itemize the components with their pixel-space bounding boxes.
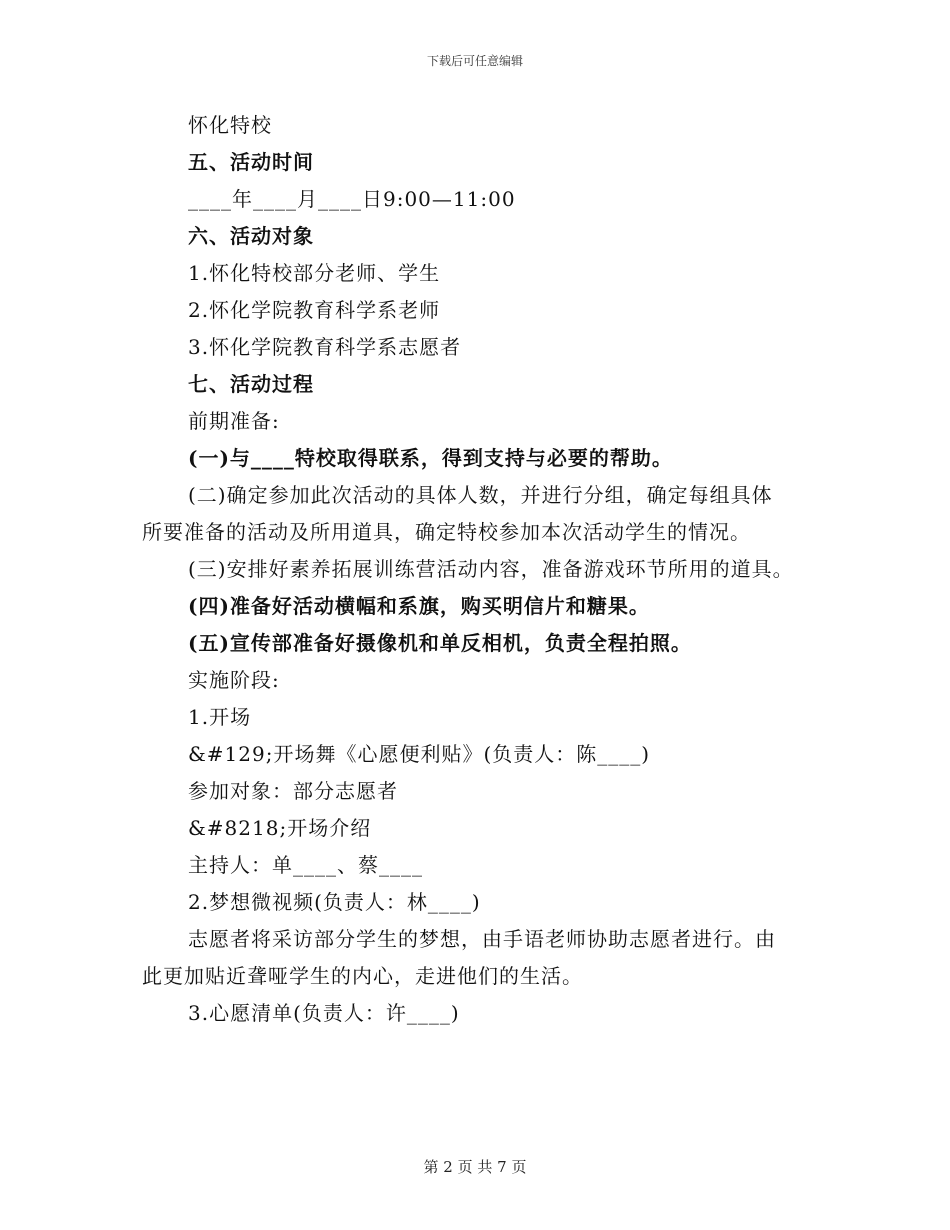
list-item: 3.怀化学院教育科学系志愿者 <box>188 335 462 359</box>
text-line: (一)与____特校取得联系，得到支持与必要的帮助。 <box>188 446 673 470</box>
text-line: 怀化特校 <box>188 113 272 137</box>
list-item: 1.开场 <box>188 705 252 729</box>
section-heading: 七、活动过程 <box>188 372 314 396</box>
paragraph <box>142 477 812 551</box>
list-item: 1.怀化特校部分老师、学生 <box>188 261 441 285</box>
list-item: 3.心愿清单(负责人：许____) <box>188 1001 460 1025</box>
paragraph-line: 所要准备的活动及所用道具，确定特校参加本次活动学生的情况。 <box>142 520 751 544</box>
section-heading: 五、活动时间 <box>188 150 314 174</box>
paragraph-line: 此更加贴近聋哑学生的内心，走进他们的生活。 <box>142 964 583 988</box>
text-line: 前期准备: <box>188 409 280 433</box>
section-heading: 六、活动对象 <box>188 224 314 248</box>
text-line: 主持人：单____、蔡____ <box>188 853 423 877</box>
list-item: 2.梦想微视频(负责人：林____) <box>188 890 481 914</box>
paragraph-line: (二)确定参加此次活动的具体人数，并进行分组，确定每组具体 <box>188 483 773 507</box>
document-body <box>142 107 812 1032</box>
text-line: (五)宣传部准备好摄像机和单反相机，负责全程拍照。 <box>188 631 692 655</box>
text-line: &#8218;开场介绍 <box>188 816 372 840</box>
paragraph-line: 志愿者将采访部分学生的梦想，由手语老师协助志愿者进行。由 <box>188 927 776 951</box>
text-line: (三)安排好素养拓展训练营活动内容，准备游戏环节所用的道具。 <box>188 557 794 581</box>
text-line: 实施阶段: <box>188 668 280 692</box>
text-line: &#129;开场舞《心愿便利贴》(负责人：陈____) <box>188 742 651 766</box>
paragraph <box>142 921 812 995</box>
text-line: 参加对象：部分志愿者 <box>188 779 398 803</box>
page-footer: 第 2 页 共 7 页 <box>423 1158 527 1176</box>
page-header: 下载后可任意编辑 <box>426 54 523 68</box>
text-line: ____年____月____日9:00—11:00 <box>188 187 516 211</box>
list-item: 2.怀化学院教育科学系老师 <box>188 298 441 322</box>
text-line: (四)准备好活动横幅和系旗，购买明信片和糖果。 <box>188 594 650 618</box>
